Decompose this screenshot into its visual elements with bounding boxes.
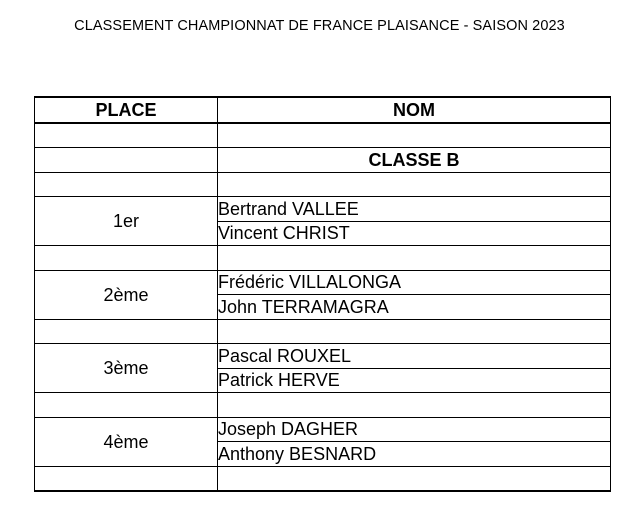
place-cell: 1er: [35, 197, 218, 246]
name-cell: Anthony BESNARD: [218, 442, 611, 467]
column-header-place: PLACE: [35, 97, 218, 123]
name-cell: Joseph DAGHER: [218, 417, 611, 442]
empty-cell: [218, 246, 611, 271]
empty-cell: [35, 172, 218, 197]
name-cell: Bertrand VALLEE: [218, 197, 611, 222]
empty-row: [35, 319, 611, 344]
table-row: [35, 270, 611, 295]
empty-cell: [35, 246, 218, 271]
name-cell: John TERRAMAGRA: [218, 295, 611, 320]
empty-cell: [35, 466, 218, 491]
empty-cell: [35, 393, 218, 418]
place-cell: 3ème: [35, 344, 218, 393]
ranking-table: [34, 96, 611, 492]
table-row: [35, 344, 611, 369]
column-header-name: NOM: [218, 97, 611, 123]
empty-cell: [218, 319, 611, 344]
empty-row: [35, 123, 611, 148]
name-cell: Vincent CHRIST: [218, 221, 611, 246]
name-cell: Patrick HERVE: [218, 368, 611, 393]
place-cell: 2ème: [35, 270, 218, 319]
name-cell: Frédéric VILLALONGA: [218, 270, 611, 295]
empty-cell: [218, 393, 611, 418]
empty-cell: [218, 123, 611, 148]
empty-cell: [35, 123, 218, 148]
empty-cell: [218, 172, 611, 197]
empty-cell: [218, 466, 611, 491]
empty-row: [35, 466, 611, 491]
empty-row: [35, 172, 611, 197]
table-row: [35, 197, 611, 222]
empty-row: [35, 246, 611, 271]
class-row: [35, 148, 611, 173]
header-row: [35, 97, 611, 123]
empty-row: [35, 393, 611, 418]
class-label: CLASSE B: [218, 148, 611, 173]
name-cell: Pascal ROUXEL: [218, 344, 611, 369]
table-row: [35, 417, 611, 442]
document-title: CLASSEMENT CHAMPIONNAT DE FRANCE PLAISANCE - SAISON 2023: [74, 18, 565, 34]
place-cell: 4ème: [35, 417, 218, 466]
empty-cell: [35, 319, 218, 344]
empty-cell: [35, 148, 218, 173]
